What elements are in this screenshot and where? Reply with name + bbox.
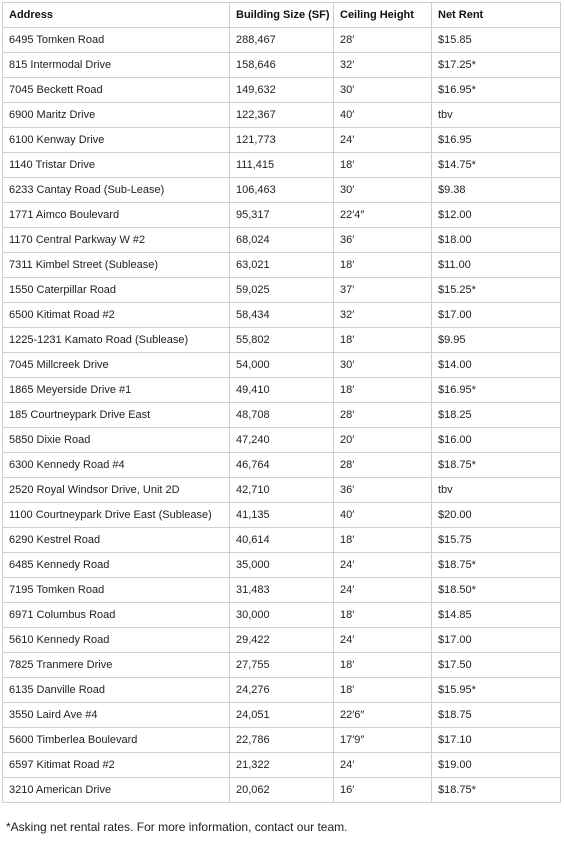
cell-net-rent: $18.75* [432, 778, 561, 803]
cell-ceiling-height: 18′ [334, 603, 432, 628]
cell-ceiling-height: 37′ [334, 278, 432, 303]
cell-building-size: 27,755 [230, 653, 334, 678]
header-row [3, 3, 561, 28]
table-row [3, 703, 561, 728]
table-row [3, 403, 561, 428]
cell-address: 6900 Maritz Drive [3, 103, 230, 128]
cell-building-size: 149,632 [230, 78, 334, 103]
table-row [3, 53, 561, 78]
cell-net-rent: $18.25 [432, 403, 561, 428]
cell-address: 5850 Dixie Road [3, 428, 230, 453]
cell-net-rent: $11.00 [432, 253, 561, 278]
cell-address: 6971 Columbus Road [3, 603, 230, 628]
cell-ceiling-height: 20′ [334, 428, 432, 453]
property-table [2, 2, 561, 803]
header-building-size: Building Size (SF) [230, 3, 334, 28]
cell-address: 7195 Tomken Road [3, 578, 230, 603]
cell-net-rent: $9.38 [432, 178, 561, 203]
cell-ceiling-height: 36′ [334, 228, 432, 253]
table-row [3, 728, 561, 753]
cell-building-size: 54,000 [230, 353, 334, 378]
cell-address: 5600 Timberlea Boulevard [3, 728, 230, 753]
cell-net-rent: $18.75* [432, 553, 561, 578]
cell-net-rent: $14.00 [432, 353, 561, 378]
cell-address: 6135 Danville Road [3, 678, 230, 703]
header-ceiling-height: Ceiling Height [334, 3, 432, 28]
cell-net-rent: $15.85 [432, 28, 561, 53]
cell-building-size: 121,773 [230, 128, 334, 153]
cell-ceiling-height: 24′ [334, 578, 432, 603]
cell-address: 6485 Kennedy Road [3, 553, 230, 578]
cell-building-size: 40,614 [230, 528, 334, 553]
cell-ceiling-height: 28′ [334, 403, 432, 428]
cell-address: 1865 Meyerside Drive #1 [3, 378, 230, 403]
table-row [3, 278, 561, 303]
cell-building-size: 122,367 [230, 103, 334, 128]
table-row [3, 503, 561, 528]
cell-address: 6290 Kestrel Road [3, 528, 230, 553]
cell-address: 6495 Tomken Road [3, 28, 230, 53]
cell-ceiling-height: 24′ [334, 128, 432, 153]
cell-ceiling-height: 18′ [334, 328, 432, 353]
cell-net-rent: $16.95 [432, 128, 561, 153]
cell-address: 7311 Kimbel Street (Sublease) [3, 253, 230, 278]
cell-net-rent: $18.75 [432, 703, 561, 728]
cell-address: 1100 Courtneypark Drive East (Sublease) [3, 503, 230, 528]
cell-building-size: 35,000 [230, 553, 334, 578]
cell-address: 6233 Cantay Road (Sub-Lease) [3, 178, 230, 203]
cell-ceiling-height: 22′4″ [334, 203, 432, 228]
cell-ceiling-height: 30′ [334, 78, 432, 103]
cell-net-rent: $14.85 [432, 603, 561, 628]
cell-address: 185 Courtneypark Drive East [3, 403, 230, 428]
cell-net-rent: $16.00 [432, 428, 561, 453]
cell-address: 2520 Royal Windsor Drive, Unit 2D [3, 478, 230, 503]
cell-ceiling-height: 28′ [334, 28, 432, 53]
cell-address: 1140 Tristar Drive [3, 153, 230, 178]
footnote: *Asking net rental rates. For more information, contact our team. [6, 820, 348, 834]
cell-address: 815 Intermodal Drive [3, 53, 230, 78]
cell-building-size: 21,322 [230, 753, 334, 778]
cell-net-rent: $20.00 [432, 503, 561, 528]
table-row [3, 778, 561, 803]
header-net-rent: Net Rent [432, 3, 561, 28]
cell-address: 1170 Central Parkway W #2 [3, 228, 230, 253]
table-row [3, 453, 561, 478]
table-row [3, 578, 561, 603]
cell-address: 6300 Kennedy Road #4 [3, 453, 230, 478]
cell-building-size: 158,646 [230, 53, 334, 78]
table-row [3, 178, 561, 203]
cell-building-size: 58,434 [230, 303, 334, 328]
cell-net-rent: $18.00 [432, 228, 561, 253]
cell-address: 1225-1231 Kamato Road (Sublease) [3, 328, 230, 353]
cell-net-rent: $17.25* [432, 53, 561, 78]
table-row [3, 228, 561, 253]
cell-net-rent: $18.75* [432, 453, 561, 478]
table-row [3, 303, 561, 328]
cell-building-size: 46,764 [230, 453, 334, 478]
table-row [3, 328, 561, 353]
table-row [3, 203, 561, 228]
cell-net-rent: $17.50 [432, 653, 561, 678]
cell-ceiling-height: 22′6″ [334, 703, 432, 728]
cell-ceiling-height: 16′ [334, 778, 432, 803]
cell-building-size: 59,025 [230, 278, 334, 303]
table-row [3, 378, 561, 403]
cell-ceiling-height: 32′ [334, 53, 432, 78]
cell-building-size: 95,317 [230, 203, 334, 228]
cell-building-size: 24,051 [230, 703, 334, 728]
cell-address: 1771 Aimco Boulevard [3, 203, 230, 228]
cell-building-size: 30,000 [230, 603, 334, 628]
cell-net-rent: $12.00 [432, 203, 561, 228]
cell-net-rent: $16.95* [432, 378, 561, 403]
table-row [3, 753, 561, 778]
cell-ceiling-height: 30′ [334, 353, 432, 378]
cell-ceiling-height: 18′ [334, 678, 432, 703]
cell-ceiling-height: 40′ [334, 503, 432, 528]
cell-building-size: 29,422 [230, 628, 334, 653]
cell-building-size: 20,062 [230, 778, 334, 803]
cell-net-rent: $15.25* [432, 278, 561, 303]
cell-net-rent: $17.00 [432, 303, 561, 328]
table-row [3, 128, 561, 153]
cell-building-size: 68,024 [230, 228, 334, 253]
table-row [3, 353, 561, 378]
table-row [3, 603, 561, 628]
cell-ceiling-height: 30′ [334, 178, 432, 203]
cell-building-size: 47,240 [230, 428, 334, 453]
table-row [3, 553, 561, 578]
table-row [3, 653, 561, 678]
cell-address: 1550 Caterpillar Road [3, 278, 230, 303]
table-row [3, 678, 561, 703]
cell-ceiling-height: 28′ [334, 453, 432, 478]
table-row [3, 528, 561, 553]
cell-ceiling-height: 18′ [334, 253, 432, 278]
cell-building-size: 288,467 [230, 28, 334, 53]
table-row [3, 28, 561, 53]
cell-building-size: 49,410 [230, 378, 334, 403]
cell-building-size: 31,483 [230, 578, 334, 603]
cell-address: 7825 Tranmere Drive [3, 653, 230, 678]
cell-net-rent: $9.95 [432, 328, 561, 353]
cell-net-rent: $19.00 [432, 753, 561, 778]
cell-ceiling-height: 18′ [334, 153, 432, 178]
cell-ceiling-height: 24′ [334, 628, 432, 653]
table-row [3, 253, 561, 278]
cell-ceiling-height: 24′ [334, 753, 432, 778]
cell-building-size: 111,415 [230, 153, 334, 178]
cell-building-size: 55,802 [230, 328, 334, 353]
table-row [3, 153, 561, 178]
cell-net-rent: $15.75 [432, 528, 561, 553]
cell-net-rent: $18.50* [432, 578, 561, 603]
cell-net-rent: $16.95* [432, 78, 561, 103]
cell-building-size: 42,710 [230, 478, 334, 503]
cell-building-size: 22,786 [230, 728, 334, 753]
cell-ceiling-height: 40′ [334, 103, 432, 128]
cell-building-size: 41,135 [230, 503, 334, 528]
cell-net-rent: $17.10 [432, 728, 561, 753]
table-row [3, 103, 561, 128]
table-header [3, 3, 561, 28]
table-body [3, 28, 561, 803]
cell-ceiling-height: 18′ [334, 653, 432, 678]
cell-address: 5610 Kennedy Road [3, 628, 230, 653]
table-row [3, 478, 561, 503]
cell-ceiling-height: 24′ [334, 553, 432, 578]
cell-net-rent: tbv [432, 478, 561, 503]
cell-ceiling-height: 32′ [334, 303, 432, 328]
table-row [3, 78, 561, 103]
cell-building-size: 63,021 [230, 253, 334, 278]
cell-net-rent: $17.00 [432, 628, 561, 653]
cell-address: 3210 American Drive [3, 778, 230, 803]
cell-building-size: 24,276 [230, 678, 334, 703]
cell-address: 7045 Beckett Road [3, 78, 230, 103]
table-row [3, 428, 561, 453]
cell-ceiling-height: 36′ [334, 478, 432, 503]
cell-net-rent: $14.75* [432, 153, 561, 178]
cell-address: 3550 Laird Ave #4 [3, 703, 230, 728]
cell-address: 6597 Kitimat Road #2 [3, 753, 230, 778]
header-address: Address [3, 3, 230, 28]
cell-ceiling-height: 17′9″ [334, 728, 432, 753]
table-row [3, 628, 561, 653]
cell-building-size: 106,463 [230, 178, 334, 203]
cell-net-rent: $15.95* [432, 678, 561, 703]
cell-ceiling-height: 18′ [334, 378, 432, 403]
cell-ceiling-height: 18′ [334, 528, 432, 553]
cell-address: 6500 Kitimat Road #2 [3, 303, 230, 328]
cell-address: 6100 Kenway Drive [3, 128, 230, 153]
cell-building-size: 48,708 [230, 403, 334, 428]
cell-net-rent: tbv [432, 103, 561, 128]
cell-address: 7045 Millcreek Drive [3, 353, 230, 378]
